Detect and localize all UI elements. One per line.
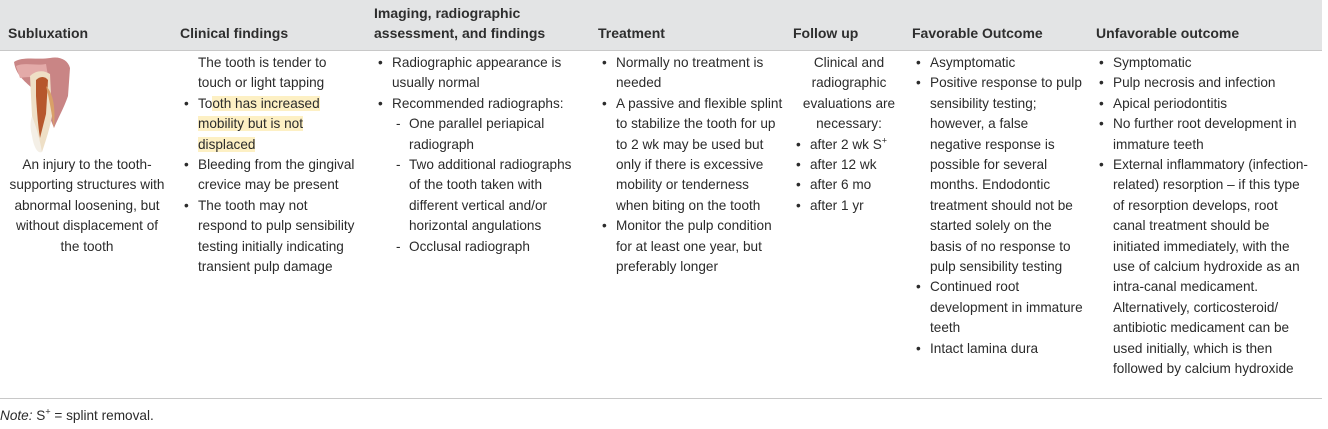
header-follow-up: Follow up <box>793 25 859 41</box>
follow-up-intro: Clinical and radiographic evaluations are necessary: <box>802 55 896 132</box>
list-item: • Positive response to pulp sensibility testing; however, a false negative response is possible for several months. Endodontic treatment should not be started solely on the basis of no response to pulp sensibility testing <box>913 73 1083 277</box>
clinical-findings-cell <box>181 53 356 277</box>
list-item: • Symptomatic <box>1096 53 1310 73</box>
note-s: S <box>32 408 46 423</box>
list-item <box>793 135 905 155</box>
table-note <box>0 407 154 425</box>
list-item: • The tooth may not respond to pulp sensibility testing initially indicating transient pulp damage <box>181 196 356 278</box>
treatment-list <box>599 53 784 277</box>
list-item: • Intact lamina dura <box>913 339 1083 359</box>
follow-up-cell <box>793 53 905 216</box>
superscript-plus: + <box>881 135 888 146</box>
header-imaging-line1: Imaging, radiographic <box>374 5 521 21</box>
list-item: • No further root development in immature teeth <box>1096 114 1310 155</box>
header-clinical-findings: Clinical findings <box>180 25 289 41</box>
note-text: = splint removal. <box>50 408 154 423</box>
list-item: • after 1 yr <box>793 196 905 216</box>
follow-up-item1-text: after 2 wk S <box>810 136 882 152</box>
list-item: • Monitor the pulp condition for at least one year, but preferably longer <box>599 216 784 277</box>
imaging-cell <box>375 53 585 257</box>
treatment-cell <box>599 53 784 277</box>
list-item: • after 12 wk <box>793 155 905 175</box>
clinical-intro: The tooth is tender to touch or light tapping <box>198 55 327 91</box>
list-item: • A passive and flexible splint to stabilize the tooth for up to 2 wk may be used but only if there is excessive mobility or tenderness when biting on the tooth <box>599 94 784 216</box>
list-item: • Radiographic appearance is usually normal <box>375 53 585 94</box>
list-item: • Apical periodontitis <box>1096 94 1310 114</box>
note-label: Note: <box>0 408 33 423</box>
list-item: • Continued root development in immature teeth <box>913 277 1083 338</box>
list-item: • External inflammatory (infection-related) resorption – if this type of resorption develops, root canal treatment should be initiated immediately, with the use of calcium hydroxide as an intra-canal medicament. Alternatively, corticosteroid/ antibiotic medicament can be used initially, which is then followed by calcium hydroxide <box>1096 155 1310 379</box>
list-item: • after 6 mo <box>793 175 905 195</box>
header-unfavorable-outcome: Unfavorable outcome <box>1096 25 1240 41</box>
unfavorable-list <box>1096 53 1310 380</box>
table-bottom-rule <box>0 398 1322 399</box>
subluxation-description: An injury to the tooth-supporting structures with abnormal loosening, but without displacement of the tooth <box>9 157 165 254</box>
note-superscript: + <box>45 406 51 417</box>
header-subluxation: Subluxation <box>8 25 89 41</box>
clinical-item-lead: To <box>198 95 213 111</box>
imaging-list <box>375 53 585 257</box>
list-item <box>181 94 356 155</box>
favorable-list <box>913 53 1083 359</box>
header-imaging-line2: assessment, and findings <box>374 25 546 41</box>
table-header-row <box>0 0 1322 51</box>
list-item: • Recommended radiographs: <box>375 94 585 114</box>
list-item: • Bleeding from the gingival crevice may be present <box>181 155 356 196</box>
header-imaging <box>374 3 545 43</box>
sub-list-item: - Occlusal radiograph <box>375 237 585 257</box>
clinical-list <box>181 94 356 278</box>
tooth-illustration-icon <box>10 56 72 156</box>
list-item: • Normally no treatment is needed <box>599 53 784 94</box>
highlighted-text: oth has increased mobility but is not displaced <box>198 95 320 152</box>
header-favorable-outcome: Favorable Outcome <box>912 25 1043 41</box>
list-item: • Pulp necrosis and infection <box>1096 73 1310 93</box>
sub-list-item: - Two additional radiographs of the tooth taken with different vertical and/or horizontal angulations <box>375 155 585 237</box>
unfavorable-outcome-cell <box>1096 53 1310 380</box>
header-treatment: Treatment <box>598 25 665 41</box>
list-item: • Asymptomatic <box>913 53 1083 73</box>
favorable-outcome-cell <box>913 53 1083 359</box>
follow-up-list <box>793 135 905 217</box>
sub-list-item: - One parallel periapical radiograph <box>375 114 585 155</box>
